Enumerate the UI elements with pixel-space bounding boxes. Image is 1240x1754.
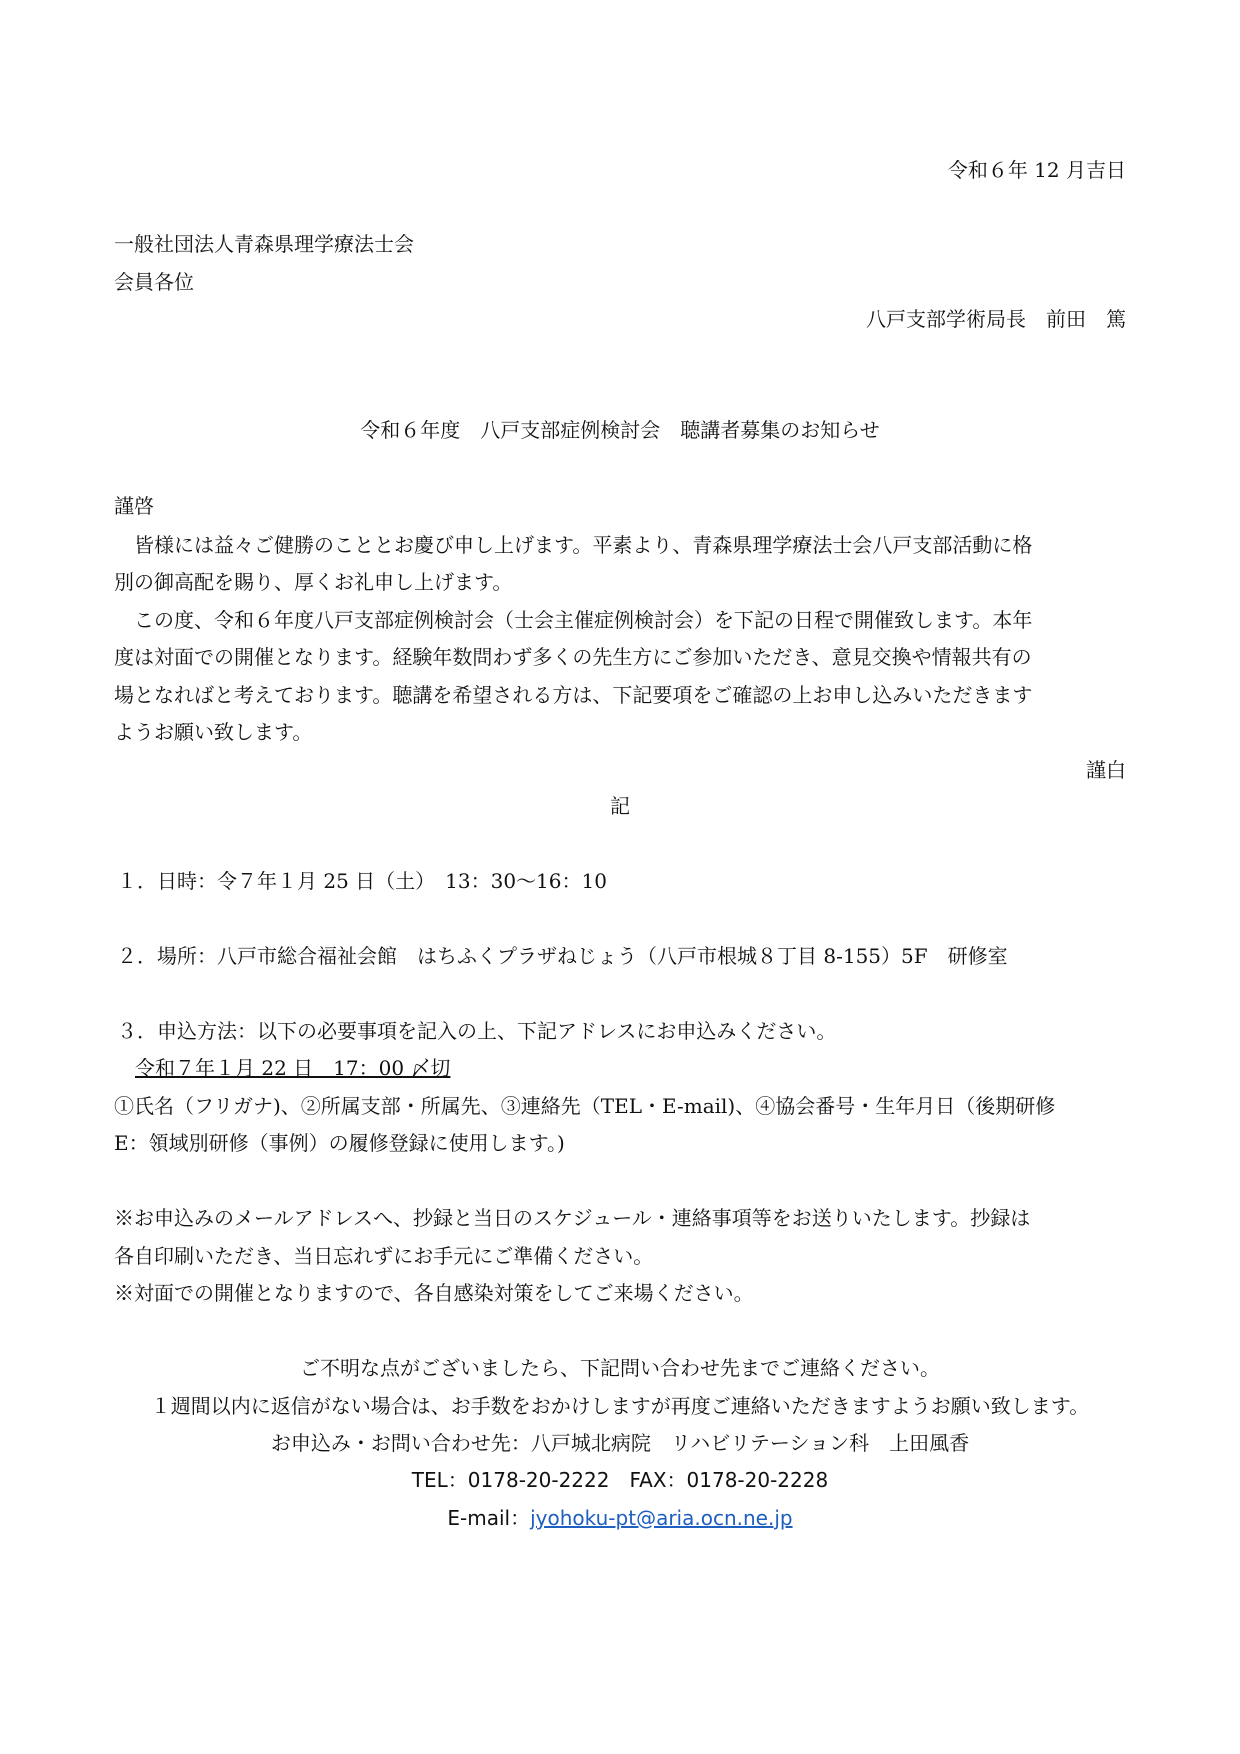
note-line: ※お申込みのメールアドレスへ、抄録と当日のスケジュール・連絡事項等をお送りいたします。抄録は <box>114 1206 1031 1230</box>
recipient-members: 会員各位 <box>114 270 194 294</box>
note-line: ※対面での開催となりますので、各自感染対策をしてご来場ください。 <box>114 1281 754 1305</box>
item-place: ２．場所：八戸市総合福祉会館 はちふくプラザねじょう（八戸市根城８丁目 8-155）5F 研修室 <box>117 944 1008 968</box>
note-line: 各自印刷いただき、当日忘れずにお手元にご準備ください。 <box>114 1244 654 1268</box>
tel-fax: TEL：0178-20-2222 FAX：0178-20-2228 <box>411 1468 829 1492</box>
document-title: 令和６年度 八戸支部症例検討会 聴講者募集のお知らせ <box>360 418 880 442</box>
body-line: この度、令和６年度八戸支部症例検討会（士会主催症例検討会）を下記の日程で開催致します。本年 <box>114 608 1033 632</box>
body-line: 皆様には益々ご健勝のこととお慶び申し上げます。平素より、青森県理学療法士会八戸支部活動に格 <box>114 533 1033 557</box>
ki-heading: 記 <box>610 794 630 818</box>
body-line: 場となればと考えております。聴講を希望される方は、下記要項をご確認の上お申し込みいただきます <box>114 683 1033 707</box>
required-fields-line: E：領域別研修（事例）の履修登録に使用します。) <box>114 1131 565 1155</box>
body-line: 度は対面での開催となります。経験年数問わず多くの先生方にご参加いただき、意見交換や情報共有の <box>114 645 1032 669</box>
item-datetime: １．日時：令７年１月 25 日（土） 13：30～16：10 <box>117 869 607 893</box>
body-line: ようお願い致します。 <box>114 720 313 744</box>
contact-line: １週間以内に返信がない場合は、お手数をおかけしますが再度ご連絡いただきますようお願い致します。 <box>150 1394 1090 1418</box>
recipient-organization: 一般社団法人青森県理学療法士会 <box>114 232 414 256</box>
salutation: 謹啓 <box>114 494 154 518</box>
email-link[interactable]: jyohoku-pt@aria.ocn.ne.jp <box>530 1506 793 1530</box>
body-line: 別の御高配を賜り、厚くお礼申し上げます。 <box>114 570 513 594</box>
closing: 謹白 <box>1086 758 1126 782</box>
email-label: E-mail： <box>447 1506 531 1530</box>
issue-date: 令和６年 12 月吉日 <box>947 158 1126 182</box>
contact-person: お申込み・お問い合わせ先：八戸城北病院 リハビリテーション科 上田風香 <box>270 1431 970 1455</box>
item-apply-method: ３．申込方法：以下の必要事項を記入の上、下記アドレスにお申込みください。 <box>117 1019 837 1043</box>
contact-line: ご不明な点がございましたら、下記問い合わせ先までご連絡ください。 <box>300 1356 940 1380</box>
application-deadline: 令和７年１月 22 日 17：00 〆切 <box>135 1056 451 1080</box>
required-fields-line: ①氏名（フリガナ)、②所属支部・所属先、③連絡先（TEL・E-mail)、④協会番号・生年月日（後期研修 <box>114 1094 1056 1118</box>
sender-name: 八戸支部学術局長 前田 篤 <box>866 307 1126 331</box>
email-row <box>0 1508 1240 1528</box>
